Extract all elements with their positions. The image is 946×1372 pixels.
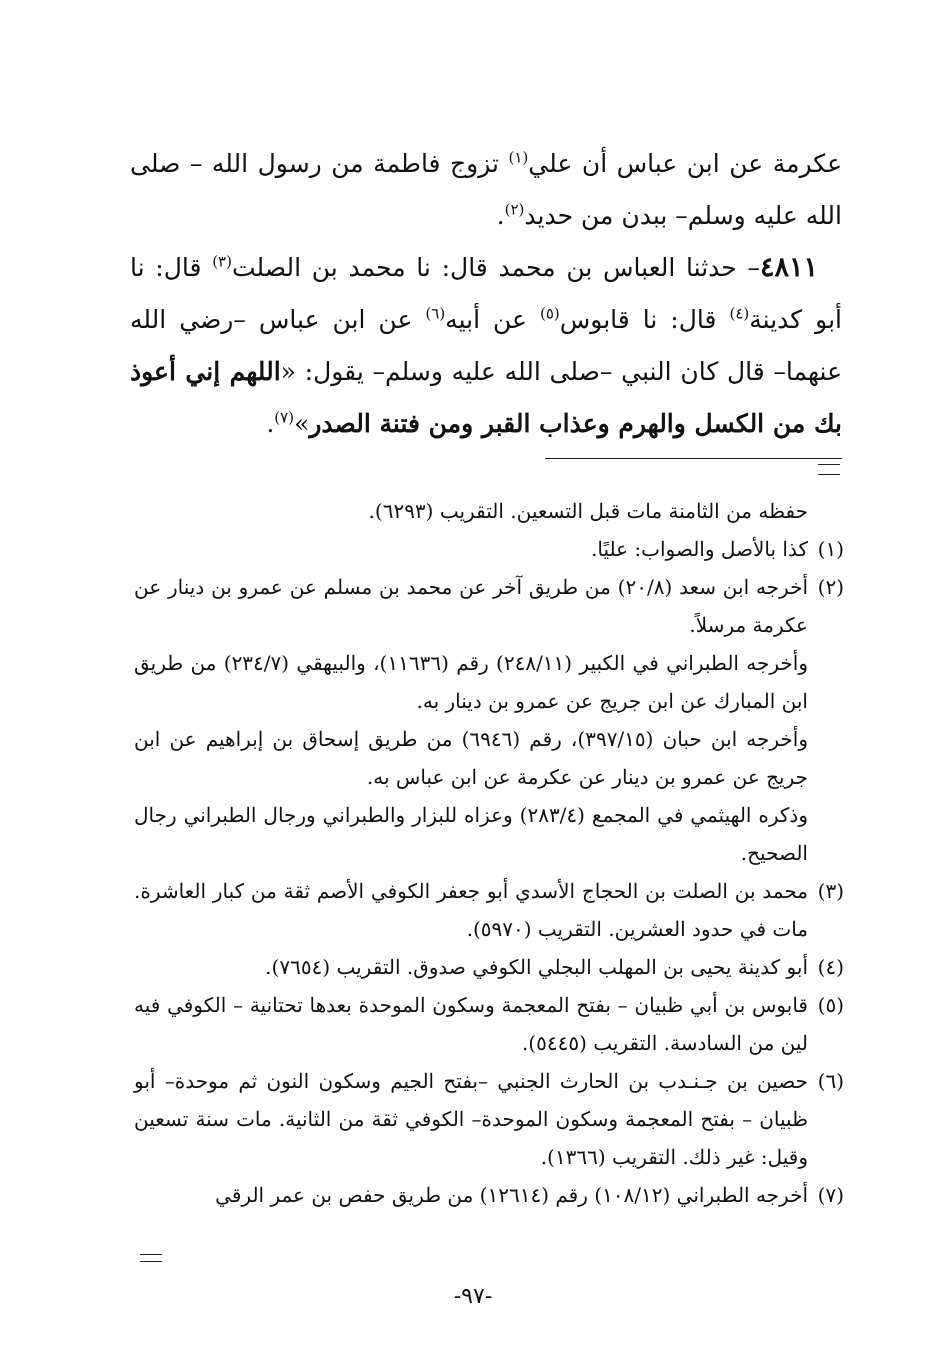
hadith-number: ٤٨١١ [759,252,818,283]
footnote-7: (٧)أخرجه الطبراني (١٠٨/١٢) رقم (١٢٦١٤) من طريق حفص بن عمر الرقي [134,1176,844,1214]
footnote-number: (٤) [817,955,844,979]
main-text [130,138,842,450]
footnote-ref-7[interactable]: (٧) [274,408,295,427]
footnote-2-continued: وذكره الهيثمي في المجمع (٢٨٣/٤) وعزاه للبزار والطبراني ورجال الطبراني رجال الصحيح. [134,803,808,865]
footnote-separator [545,458,842,459]
footnotes [134,492,844,1214]
footnote-number: (٣) [817,879,844,903]
footnote-number: (٥) [817,993,844,1017]
footnote-ref-1[interactable]: (١) [508,148,529,167]
footnote-4: (٤)أبو كدينة يحيى بن المهلب البجلي الكوفي صدوق. التقريب (٧٦٥٤). [134,948,844,986]
hadith-4811: ٤٨١١– حدثنا العباس بن محمد قال: نا محمد بن الصلت$^{(٣)}$ قال: نا أبو كدينة$^{(٤)}$ قال: نا قابوس$^{(٥)}$ عن أبيه$^{(٦)}$ عن ابن عباس –رضي الله عنهما– قال كان النبي –صلى الله عليه وسلم– يقول: «اللهم إني أعوذ بك من الكسل والهرم وعذاب القبر ومن فتنة الصدر»$^{(٧)}$. [130,252,843,438]
continuation-mark [818,464,840,475]
footnote-6: (٦)حصين بن جـنـدب بن الحارث الجنبي –بفتح الجيم وسكون النون ثم موحدة– أبو ظبيان – بفتح المعجمة وسكون الموحدة– الكوفي ثقة من الثانية. مات سنة تسعين وقيل: غير ذلك. التقريب (١٣٦٦). [134,1062,844,1176]
footnote-ref-2[interactable]: (٢) [504,200,525,219]
footnote-ref-6[interactable]: (٦) [425,304,446,323]
footnote-3: (٣)محمد بن الصلت بن الحجاج الأسدي أبو جعفر الكوفي الأصم ثقة من كبار العاشرة. مات في حدود العشرين. التقريب (٥٩٧٠). [134,872,844,948]
footnote-ref-4[interactable]: (٤) [729,304,750,323]
page-number: -٩٧- [453,1284,493,1309]
prophetic-quote: اللهم إني أعوذ بك من الكسل والهرم وعذاب القبر ومن فتنة الصدر [130,357,842,438]
footnote-number: (٧) [817,1183,844,1207]
footnote-5: (٥)قابوس بن أبي ظبيان – بفتح المعجمة وسكون الموحدة بعدها تحتانية – الكوفي فيه لين من السادسة. التقريب (٥٤٤٥). [134,986,844,1062]
footnote-2: (٢)أخرجه ابن سعد (٢٠/٨) من طريق آخر عن محمد بن مسلم عن عمرو بن دينار عن عكرمة مرسلاً. [134,568,844,644]
continuation-mark [140,1254,162,1262]
footnote-carryover: حفظه من الثامنة مات قبل التسعين. التقريب (٦٢٩٣). [368,499,808,523]
footnote-ref-3[interactable]: (٣) [212,252,232,271]
footnote-1: (١)كذا بالأصل والصواب: عليًا. [134,530,844,568]
footnote-2-continued: وأخرجه الطبراني في الكبير (٢٤٨/١١) رقم (١١٦٣٦)، والبيهقي (٢٣٤/٧) من طريق ابن المبارك عن ابن جريج عن عمرو بن دينار به. [134,651,808,713]
footnote-2-continued: وأخرجه ابن حبان (٣٩٧/١٥)، رقم (٦٩٤٦) من طريق إسحاق بن إبراهيم عن ابن جريج عن عمرو بن دينار عن عكرمة عن ابن عباس به. [134,727,808,789]
footnote-number: (٦) [817,1069,844,1093]
paragraph-continuation: عكرمة عن ابن عباس أن علي$^{(١)}$ تزوج فاطمة من رسول الله – صلى الله عليه وسلم– ببدن من حديد$^{(٢)}$. [130,148,843,230]
footnote-number: (١) [817,537,844,561]
footnote-number: (٢) [817,575,845,599]
footnote-ref-5[interactable]: (٥) [539,304,560,323]
